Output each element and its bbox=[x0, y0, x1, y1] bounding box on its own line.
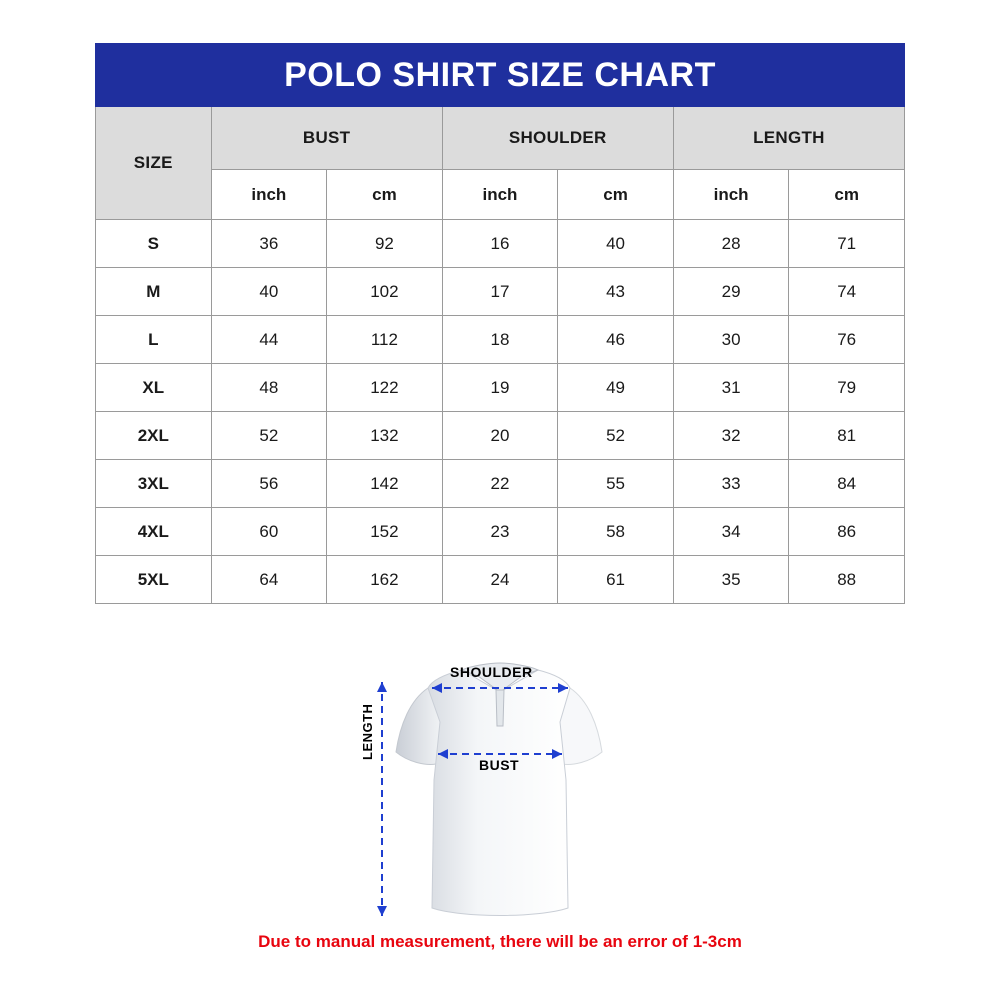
cell-length-cm: 86 bbox=[789, 508, 905, 556]
cell-length-cm: 88 bbox=[789, 556, 905, 604]
cell-length-inch: 32 bbox=[673, 412, 789, 460]
cell-length-cm: 79 bbox=[789, 364, 905, 412]
table-row bbox=[96, 220, 905, 268]
row-size-label: M bbox=[96, 268, 212, 316]
cell-length-cm: 71 bbox=[789, 220, 905, 268]
row-size-label: 2XL bbox=[96, 412, 212, 460]
cell-length-cm: 74 bbox=[789, 268, 905, 316]
table-title-row bbox=[96, 44, 905, 107]
cell-bust-inch: 40 bbox=[211, 268, 327, 316]
row-size-label: XL bbox=[96, 364, 212, 412]
length-arrow-head-bottom bbox=[377, 906, 387, 916]
cell-bust-inch: 48 bbox=[211, 364, 327, 412]
cell-bust-inch: 56 bbox=[211, 460, 327, 508]
cell-length-cm: 84 bbox=[789, 460, 905, 508]
table-unit-row bbox=[96, 170, 905, 220]
table-row bbox=[96, 508, 905, 556]
cell-bust-inch: 52 bbox=[211, 412, 327, 460]
cell-bust-cm: 102 bbox=[327, 268, 443, 316]
row-size-label: S bbox=[96, 220, 212, 268]
cell-length-inch: 34 bbox=[673, 508, 789, 556]
cell-shoulder-cm: 58 bbox=[558, 508, 674, 556]
unit-bust-cm: cm bbox=[327, 170, 443, 220]
cell-shoulder-inch: 24 bbox=[442, 556, 558, 604]
unit-length-inch: inch bbox=[673, 170, 789, 220]
measurement-note: Due to manual measurement, there will be an error of 1-3cm bbox=[258, 932, 742, 951]
cell-bust-cm: 132 bbox=[327, 412, 443, 460]
cell-bust-inch: 60 bbox=[211, 508, 327, 556]
table-row bbox=[96, 268, 905, 316]
label-length: LENGTH bbox=[360, 703, 375, 760]
cell-shoulder-cm: 43 bbox=[558, 268, 674, 316]
cell-shoulder-cm: 55 bbox=[558, 460, 674, 508]
row-size-label: 3XL bbox=[96, 460, 212, 508]
cell-shoulder-cm: 52 bbox=[558, 412, 674, 460]
cell-bust-cm: 142 bbox=[327, 460, 443, 508]
row-size-label: 4XL bbox=[96, 508, 212, 556]
row-size-label: 5XL bbox=[96, 556, 212, 604]
column-header-shoulder: SHOULDER bbox=[442, 107, 673, 170]
cell-bust-cm: 92 bbox=[327, 220, 443, 268]
column-header-bust: BUST bbox=[211, 107, 442, 170]
cell-shoulder-cm: 61 bbox=[558, 556, 674, 604]
cell-bust-cm: 152 bbox=[327, 508, 443, 556]
cell-shoulder-inch: 17 bbox=[442, 268, 558, 316]
cell-bust-inch: 36 bbox=[211, 220, 327, 268]
cell-shoulder-inch: 20 bbox=[442, 412, 558, 460]
cell-shoulder-inch: 19 bbox=[442, 364, 558, 412]
cell-shoulder-inch: 16 bbox=[442, 220, 558, 268]
column-header-size: SIZE bbox=[96, 107, 212, 220]
page-title: POLO SHIRT SIZE CHART bbox=[96, 44, 905, 107]
cell-length-cm: 76 bbox=[789, 316, 905, 364]
cell-bust-cm: 162 bbox=[327, 556, 443, 604]
label-bust: BUST bbox=[479, 757, 520, 773]
cell-shoulder-inch: 22 bbox=[442, 460, 558, 508]
unit-bust-inch: inch bbox=[211, 170, 327, 220]
cell-bust-cm: 112 bbox=[327, 316, 443, 364]
label-shoulder: SHOULDER bbox=[450, 664, 533, 680]
cell-shoulder-inch: 23 bbox=[442, 508, 558, 556]
cell-bust-inch: 64 bbox=[211, 556, 327, 604]
size-chart-table bbox=[95, 43, 905, 604]
cell-shoulder-inch: 18 bbox=[442, 316, 558, 364]
table-row bbox=[96, 556, 905, 604]
table-group-header-row bbox=[96, 107, 905, 170]
unit-shoulder-cm: cm bbox=[558, 170, 674, 220]
column-header-length: LENGTH bbox=[673, 107, 904, 170]
table-row bbox=[96, 364, 905, 412]
cell-shoulder-cm: 40 bbox=[558, 220, 674, 268]
cell-bust-cm: 122 bbox=[327, 364, 443, 412]
table-row bbox=[96, 460, 905, 508]
size-chart-container bbox=[95, 43, 905, 604]
cell-shoulder-cm: 46 bbox=[558, 316, 674, 364]
cell-bust-inch: 44 bbox=[211, 316, 327, 364]
unit-length-cm: cm bbox=[789, 170, 905, 220]
cell-length-inch: 28 bbox=[673, 220, 789, 268]
table-row bbox=[96, 316, 905, 364]
cell-length-inch: 31 bbox=[673, 364, 789, 412]
cell-length-inch: 33 bbox=[673, 460, 789, 508]
length-arrow-head-top bbox=[377, 682, 387, 692]
cell-length-inch: 30 bbox=[673, 316, 789, 364]
cell-shoulder-cm: 49 bbox=[558, 364, 674, 412]
cell-length-inch: 35 bbox=[673, 556, 789, 604]
row-size-label: L bbox=[96, 316, 212, 364]
unit-shoulder-inch: inch bbox=[442, 170, 558, 220]
table-row bbox=[96, 412, 905, 460]
shirt-placket bbox=[496, 690, 504, 726]
cell-length-cm: 81 bbox=[789, 412, 905, 460]
cell-length-inch: 29 bbox=[673, 268, 789, 316]
